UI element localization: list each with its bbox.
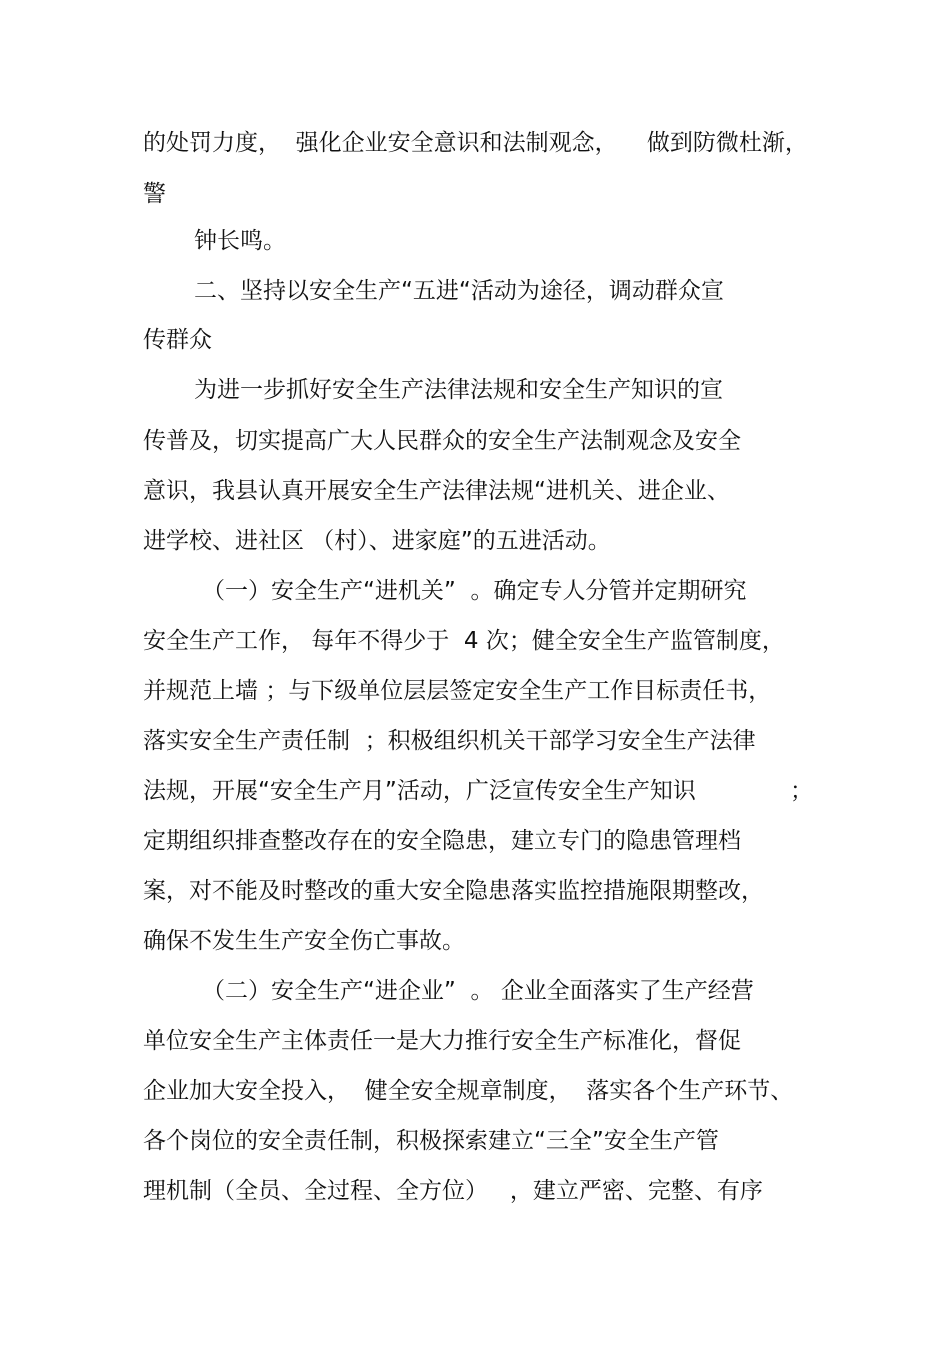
text-line: 企业加大安全投入， 健全安全规章制度， 落实各个生产环节、: [143, 1078, 794, 1104]
text-line: 单位安全生产主体责任一是大力推行安全生产标准化，督促: [143, 1028, 741, 1054]
text-line: 各个岗位的安全责任制，积极探索建立“三全”安全生产管: [143, 1128, 719, 1154]
text-line: ；: [790, 778, 813, 804]
text-line: 的处罚力度， 强化企业安全意识和法制观念， 做到防微杜渐，: [143, 130, 808, 156]
text-line: 案，对不能及时整改的重大安全隐患落实监控措施限期整改，: [143, 878, 764, 904]
text-line: 安全生产工作， 每年不得少于 4 次；健全安全生产监管制度，: [143, 628, 785, 654]
text-line: 并规范上墙 ；与下级单位层层签定安全生产工作目标责任书，: [143, 678, 772, 704]
text-line: 传普及，切实提高广大人民群众的安全生产法制观念及安全: [143, 428, 741, 454]
section-heading: 二、坚持以安全生产“五进“活动为途径，调动群众宣: [194, 278, 724, 304]
text-line: 理机制（全员、全过程、全方位） ，建立严密、完整、有序: [143, 1178, 763, 1204]
text-line: 定期组织排查整改存在的安全隐患，建立专门的隐患管理档: [143, 828, 741, 854]
subsection-line: （二）安全生产“进企业” 。 企业全面落实了生产经营: [202, 978, 754, 1004]
section-heading: 传群众: [143, 327, 212, 353]
text-line: 意识，我县认真开展安全生产法律法规“进机关、进企业、: [143, 478, 730, 504]
text-line: 法规，开展“安全生产月”活动，广泛宣传安全生产知识: [143, 778, 696, 804]
text-line: 确保不发生生产安全伤亡事故。: [143, 928, 465, 954]
text-line: 警: [143, 181, 166, 207]
subsection-line: （一）安全生产“进机关” 。确定专人分管并定期研究: [202, 578, 747, 604]
text-line: 落实安全生产责任制 ；积极组织机关干部学习安全生产法律: [143, 728, 756, 754]
text-line: 为进一步抓好安全生产法律法规和安全生产知识的宣: [194, 377, 723, 403]
text-line: 进学校、进社区 （村）、进家庭”的五进活动。: [143, 528, 611, 554]
text-line: 钟长鸣。: [194, 228, 286, 254]
